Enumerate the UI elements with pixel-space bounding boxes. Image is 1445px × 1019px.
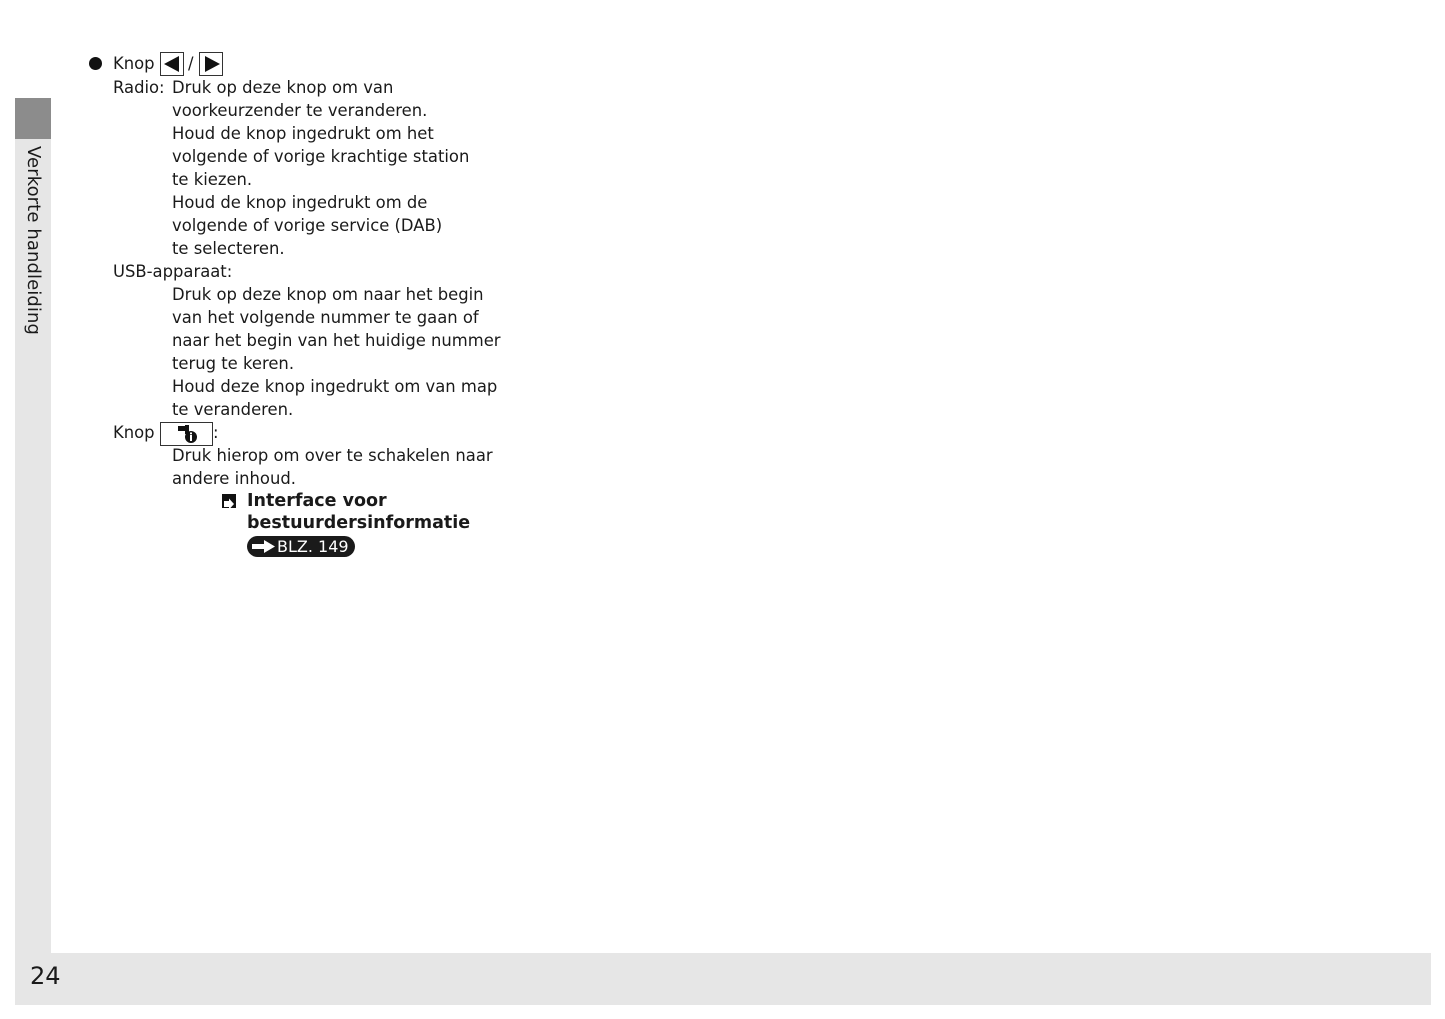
info-button-icon — [161, 423, 212, 445]
reference-title-line1[interactable]: Interface voor — [247, 491, 387, 511]
knop-info-label: Knop — [113, 423, 155, 442]
knop-info-colon: : — [213, 423, 219, 442]
radio-label: Radio: — [113, 78, 165, 97]
radio-line: volgende of vorige krachtige station — [172, 147, 470, 166]
usb-line: van het volgende nummer te gaan of — [172, 308, 479, 327]
info-line: Druk hierop om over te schakelen naar — [172, 446, 493, 465]
info-key-box — [160, 422, 213, 446]
triangle-right-icon — [205, 56, 220, 72]
page-reference-text: BLZ. 149 — [277, 537, 349, 556]
section-label: Verkorte handleiding — [23, 146, 44, 336]
usb-line: terug te keren. — [172, 354, 295, 373]
radio-line: te selecteren. — [172, 239, 285, 258]
radio-line: Druk op deze knop om van — [172, 78, 394, 97]
usb-line: naar het begin van het huidige nummer — [172, 331, 501, 350]
page-arrow-icon — [250, 536, 278, 557]
page-number: 24 — [30, 962, 61, 990]
page-reference-badge[interactable] — [247, 536, 355, 557]
footer-bar — [15, 953, 1431, 1005]
key-separator: / — [188, 54, 194, 73]
radio-line: Houd de knop ingedrukt om het — [172, 124, 434, 143]
bullet-icon — [89, 57, 102, 70]
radio-line: voorkeurzender te veranderen. — [172, 101, 428, 120]
prev-key-box — [160, 52, 184, 76]
sidebar-section-tab — [15, 98, 51, 139]
next-key-box — [199, 52, 223, 76]
radio-line: volgende of vorige service (DAB) — [172, 216, 443, 235]
knop-label: Knop — [113, 54, 155, 73]
radio-line: Houd de knop ingedrukt om de — [172, 193, 428, 212]
radio-line: te kiezen. — [172, 170, 253, 189]
triangle-left-icon — [164, 56, 179, 72]
usb-line: Druk op deze knop om naar het begin — [172, 285, 484, 304]
info-line: andere inhoud. — [172, 469, 296, 488]
reference-title-line2[interactable]: bestuurdersinformatie — [247, 513, 471, 533]
usb-line: te veranderen. — [172, 400, 294, 419]
reference-arrow-icon — [222, 494, 236, 508]
usb-label: USB-apparaat: — [113, 262, 233, 281]
usb-line: Houd deze knop ingedrukt om van map — [172, 377, 498, 396]
